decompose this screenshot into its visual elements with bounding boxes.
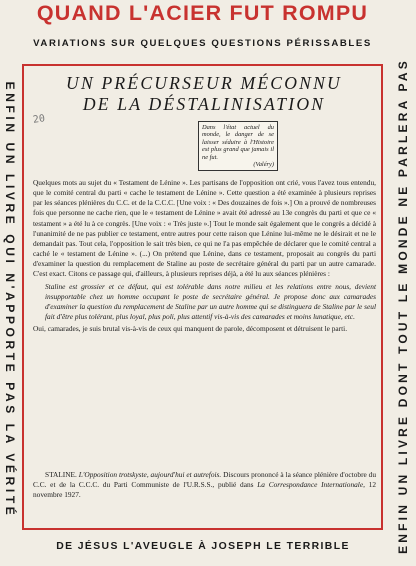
article-headline-line1: UN PRÉCURSEUR MÉCONNU [66, 73, 342, 93]
source-title: L'Opposition trotskyste, aujourd'hui et autrefois. [78, 470, 222, 479]
source-publication: La Correspondance Internationale [257, 480, 364, 490]
paragraph-1: Quelques mots au sujet du « Testament de Lénine ». Les partisans de l'opposition ont crié, vous l'avez tous entendu, que le comité central du parti « cache le testament de Lénine ». Cette question a été examinée à plusieurs reprises par les séances plénières du C.C. et de la C.C.C. [Une voix : « Des douzaines de fois ».] On a prouvé de nombreuses fois que personne ne cache rien, que le « testament de Lénine » avait été adressé au 13e congrès du parti et que ce « testament » a été lu à ce congrès. [Une voix : « Très juste ».] Tout le monde sait également que le congrès a décidé à l'unanimité de ne pas publier ce testament, entre autres pour cette raison que Lénine lui-même ne le désirait et ne le demandait pas. Tout cela, l'opposition le sait très bien, ce qui ne l'a pas empêchée de déclarer que le comité central a caché le « testament de Lénine ». (...) On prétend que Lénine, dans ce testament, proposait au congrès du parti d'examiner la question du remplacement de Staline au poste de secrétaire général du parti par un autre camarade. C'est exact. Citons ce passage qui, d'ailleurs, à plusieurs reprises déjà, a été lu aux séances plénières : [33, 178, 376, 279]
page-subtitle: VARIATIONS SUR QUELQUES QUESTIONS PÉRISSABLES [33, 38, 372, 49]
source-date: , 12 novembre 1927. [33, 480, 377, 500]
lenin-quote: Staline est grossier et ce défaut, qui est tolérable dans notre milieu et les relations entre nous, devient insupportable chez un homme occupant le poste de secrétaire général. Je propose donc aux camarades d'examiner la question du remplacement de Staline par un autre homme qui se distinguera de Staline par le seul fait d'être plus tolérant, plus loyal, plus poli, plus attentif vis-à-vis des camarades et moins lunatique, etc. [45, 281, 376, 322]
paragraph-2: Oui, camarades, je suis brutal vis-à-vis de ceux qui manquent de parole, décomposent et détruisent le parti. [33, 324, 348, 334]
source-citation [33, 470, 376, 500]
handwritten-annotation: 20 [32, 113, 46, 126]
epigraph-author: (Valéry) [253, 161, 274, 169]
epigraph-box [198, 121, 278, 171]
footer-text: DE JÉSUS L'AVEUGLE À JOSEPH LE TERRIBLE [56, 541, 350, 552]
article-headline-line2: DE LA DÉSTALINISATION [82, 94, 326, 114]
right-margin-text: ENFIN UN LIVRE DONT TOUT LE MONDE NE PARLERA PAS [396, 58, 410, 554]
source-details: Discours prononcé à la séance plénière d'octobre du C.C. et de la C.C.C. du Parti Communiste de l'U.R.S.S., publié dans [33, 470, 377, 490]
page-title: QUAND L'ACIER FUT ROMPU [36, 1, 369, 25]
epigraph-text: Dans l'état actuel du monde, le danger de se laisser séduire à l'Histoire est plus grand que jamais il ne fut. [202, 124, 274, 161]
article-body [33, 178, 376, 334]
left-margin-text: ENFIN UN LIVRE QUI N'APPORTE PAS LA VÉRITÉ [3, 81, 17, 519]
source-author: STALINE. [45, 470, 77, 479]
